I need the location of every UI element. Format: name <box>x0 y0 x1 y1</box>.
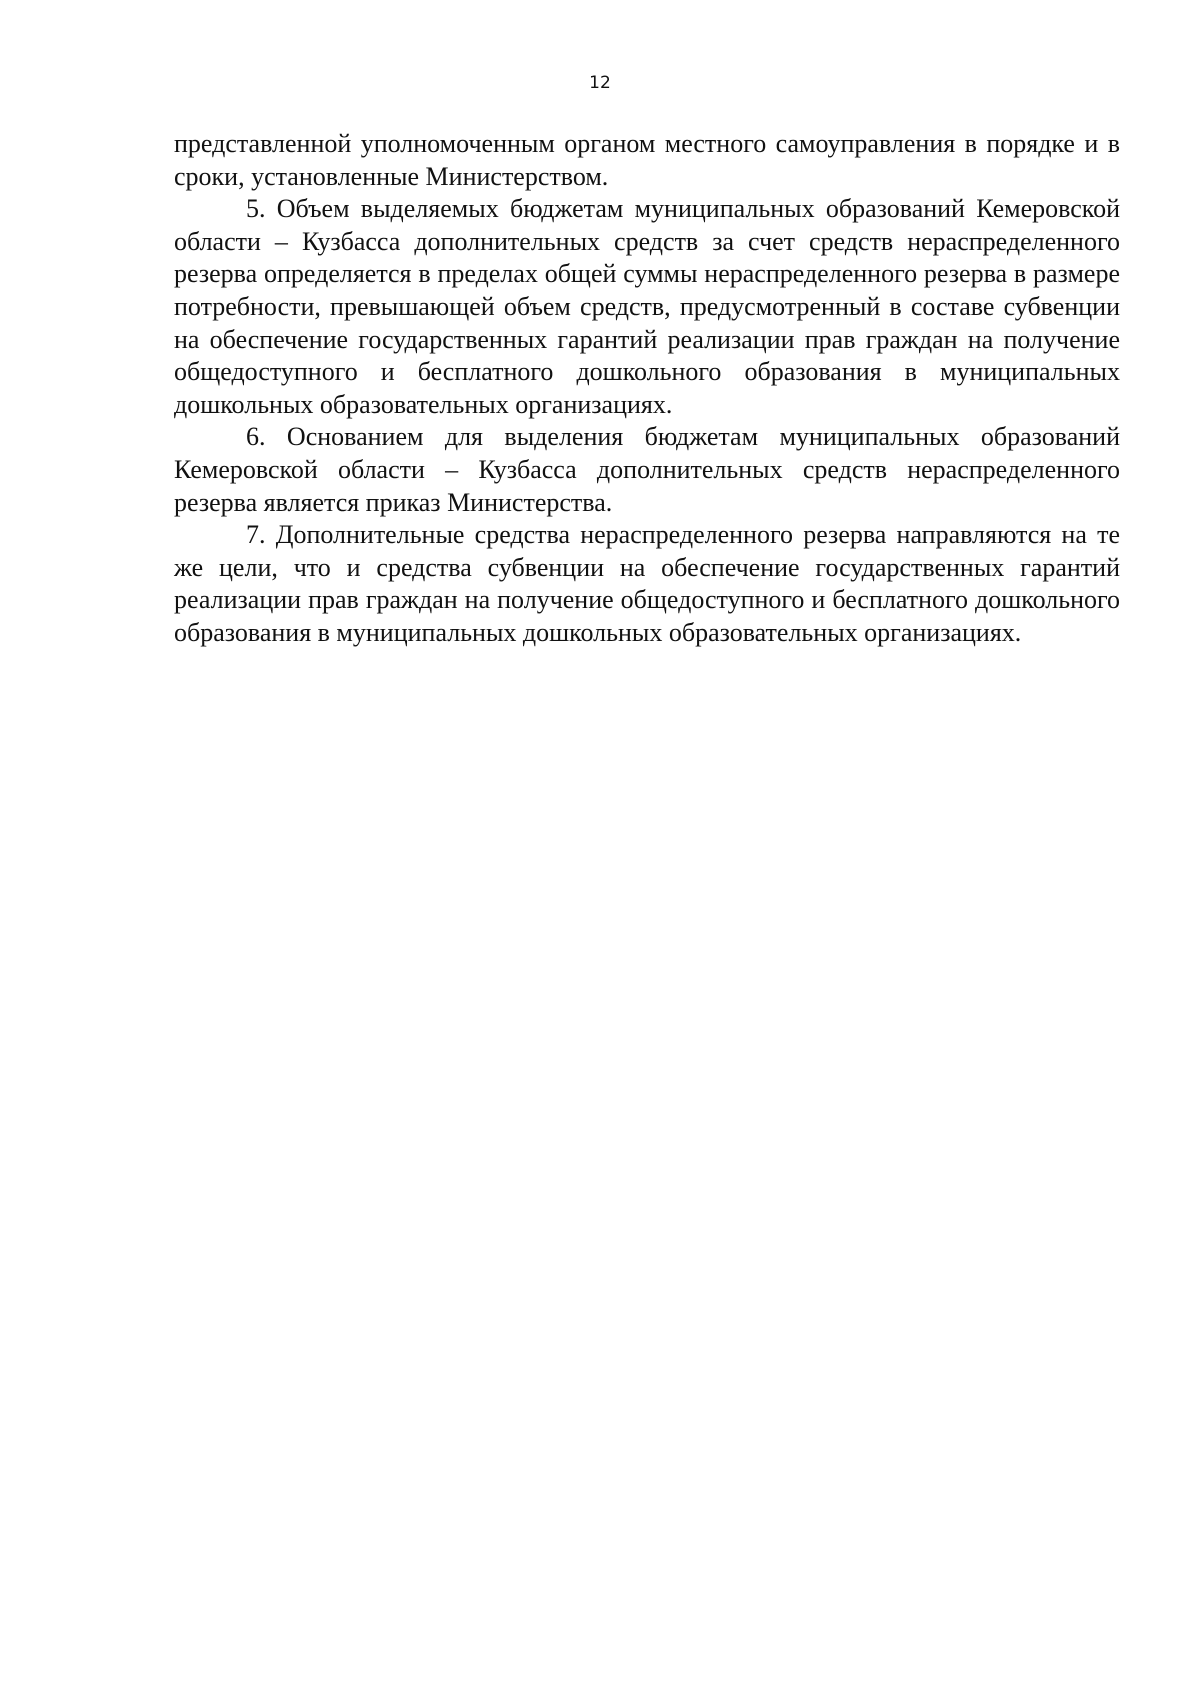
paragraph-item-7: 7. Дополнительные средства нераспределенного резерва направляются на те же цели, что и средства субвенции на обеспечение государственных гарантий реализации прав граждан на получение общедоступного и бесплатного дошкольного образования в муниципальных дошкольных образовательных организациях. <box>174 520 1120 647</box>
paragraph-continuation: представленной уполномоченным органом местного самоуправления в порядке и в сроки, установленные Министерством. <box>174 129 1120 191</box>
page-number: 12 <box>589 73 611 93</box>
document-body <box>174 128 1120 650</box>
paragraph-item-5: 5. Объем выделяемых бюджетам муниципальных образований Кемеровской области – Кузбасса дополнительных средств за счет средств нераспределенного резерва определяется в пределах общей суммы нераспределенного резерва в размере потребности, превышающей объем средств, предусмотренный в составе субвенции на обеспечение государственных гарантий реализации прав граждан на получение общедоступного и бесплатного дошкольного образования в муниципальных дошкольных образовательных организациях. <box>174 194 1120 419</box>
paragraph-item-6: 6. Основанием для выделения бюджетам муниципальных образований Кемеровской области – Кузбасса дополнительных средств нераспределенного резерва является приказ Министерства. <box>174 422 1120 517</box>
